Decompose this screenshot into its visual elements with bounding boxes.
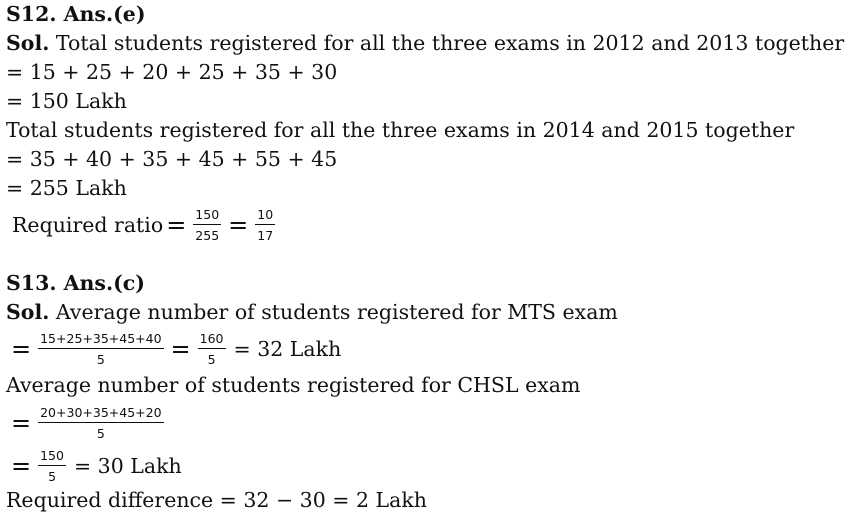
s12-frac1-denominator: 255 xyxy=(195,228,220,243)
s12-frac2-denominator: 17 xyxy=(257,228,274,243)
s13-mts-fraction-2 xyxy=(198,331,226,367)
s12-fraction-1 xyxy=(193,207,221,243)
equals-sign: = xyxy=(170,335,191,363)
s13-mts-result: = 32 Lakh xyxy=(233,337,342,361)
s13-mts-frac1-numerator: 15+25+35+45+40 xyxy=(38,331,163,349)
equals-sign: = xyxy=(11,409,32,437)
equals-sign: = xyxy=(11,452,32,480)
s13-chsl-fraction-2 xyxy=(38,448,66,484)
equals-sign: = xyxy=(166,211,187,239)
s13-line2: Average number of students registered for CHSL exam xyxy=(6,373,581,397)
s13-chsl-frac1-denominator: 5 xyxy=(96,426,105,441)
s12-line6: = 255 Lakh xyxy=(6,176,127,200)
s13-mts-equation xyxy=(6,327,856,371)
s13-mts-frac1-denominator: 5 xyxy=(96,352,105,367)
s12-ratio-equation xyxy=(6,203,856,247)
s13-chsl-frac2-denominator: 5 xyxy=(48,469,57,484)
s13-line3: Required difference = 32 − 30 = 2 Lakh xyxy=(6,488,427,512)
s12-ratio-label: Required ratio xyxy=(12,213,164,237)
s13-chsl-result: = 30 Lakh xyxy=(73,454,182,478)
s13-heading: S13. Ans.(c) xyxy=(6,271,145,295)
s12-sol-line1 xyxy=(6,29,856,58)
s13-chsl-fraction-1 xyxy=(38,405,163,441)
s13-line1-text: Average number of students registered for MTS exam xyxy=(49,300,618,324)
s13-sol-label: Sol. xyxy=(6,300,50,324)
s12-fraction-2 xyxy=(255,207,275,243)
s13-mts-frac2-numerator: 160 xyxy=(198,331,226,349)
s13-mts-frac2-denominator: 5 xyxy=(207,352,216,367)
s12-line5: = 35 + 40 + 35 + 45 + 55 + 45 xyxy=(6,147,338,171)
s12-line4: Total students registered for all the three exams in 2014 and 2015 together xyxy=(6,118,795,142)
s12-line2: = 15 + 25 + 20 + 25 + 35 + 30 xyxy=(6,60,338,84)
equals-sign: = xyxy=(228,211,249,239)
s13-chsl-frac2-numerator: 150 xyxy=(38,448,66,466)
s12-heading: S12. Ans.(e) xyxy=(6,2,146,26)
s13-chsl-frac1-numerator: 20+30+35+45+20 xyxy=(38,405,163,423)
s12-line3: = 150 Lakh xyxy=(6,89,127,113)
s12-line1-text: Total students registered for all the three exams in 2012 and 2013 together xyxy=(49,31,845,55)
equals-sign: = xyxy=(11,335,32,363)
solutions-document xyxy=(6,0,856,515)
s13-sol-line1 xyxy=(6,298,856,327)
s12-frac2-numerator: 10 xyxy=(255,207,275,225)
s12-frac1-numerator: 150 xyxy=(193,207,221,225)
s13-chsl-result-equation xyxy=(6,446,856,486)
s12-sol-label: Sol. xyxy=(6,31,50,55)
s13-chsl-equation xyxy=(6,400,856,446)
s13-mts-fraction-1 xyxy=(38,331,163,367)
section-gap xyxy=(6,247,856,269)
